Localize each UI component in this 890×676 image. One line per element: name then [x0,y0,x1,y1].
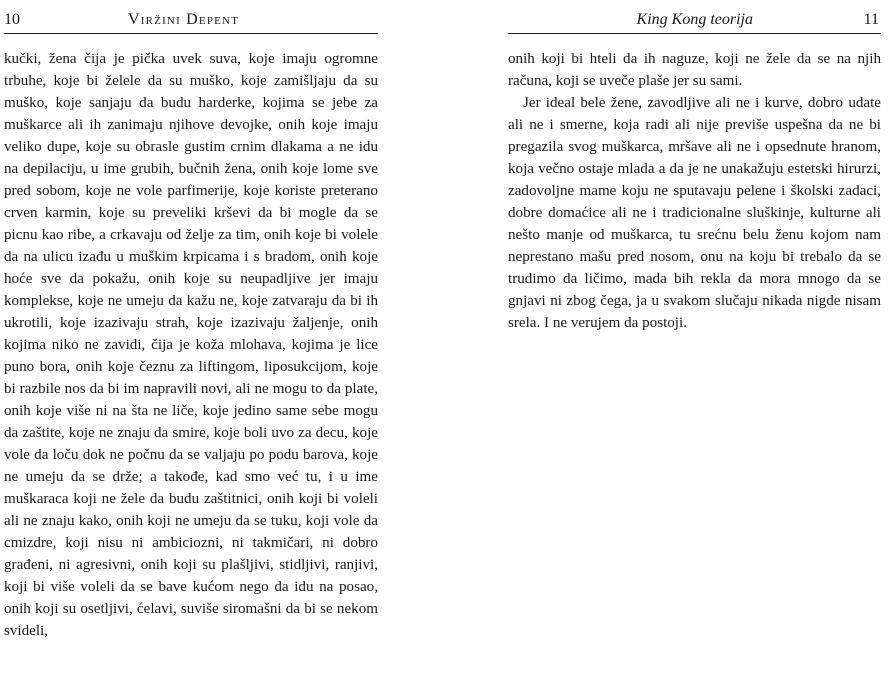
right-page-paragraph-1: onih koji bi hteli da ih naguze, koji ne žele da se na njih računa, koji se uveče plaše jer su sami. [508,51,881,89]
right-page-number: 11 [863,11,879,28]
right-page-paragraph-2: Jer ideal bele žene, zavodljive ali ne i kurve, dobro udate ali ne i smerne, koja radi ali nije previše uspešna da ne bi pregazila svog muškarca, mršave ali ne i opsednute hranom, koja večno ostaje mlada a da je ne unakažuju estetski hirurzi, zadovoljne mame koju ne sputavaju pelene i školski zadaci, dobre domaćice ali ne i tradicionalne sluškinje, kulturne ali nešto manje od muškarca, tu srećnu belu ženu kojom nam neprestano mašu pred nosom, onu na koju bi trebalo da se trudimo da ličimo, mada bih rekla da mora mnogo da se gnjavi ni zbog čega, ja u svakom slučaju nikada nigde nisam srela. I ne verujem da postoji. [508,95,881,331]
left-page-header [0,9,378,31]
left-header-rule [4,33,378,34]
left-page-body [4,48,378,642]
left-page-number: 10 [4,11,20,28]
left-page [0,0,378,676]
running-head-title: King Kong teorija [636,11,753,28]
right-page-header [508,9,883,31]
running-head-author: Viržini Depent [128,11,240,28]
right-page-body [508,48,881,334]
left-page-paragraph: kučki, žena čija je pička uvek suva, koje imaju ogromne trbuhe, koje bi želele da su muško, koje zamišljaju da su muško, koje sanjaju da budu harderke, kojima se jebe za muškarce ali ih zanimaju njihove devojke, onih koje imaju veliko dupe, koje su obrasle gustim crnim dlakama a ne idu na depilaciju, u ime grubih, bučnih žena, onih koje lome sve pred sobom, koje ne vole parfimerije, koje koriste preterano crven karmin, koje su preveliki krševi da bi mogle da se picnu kao ribe, a crkavaju od želje za tim, onih koje bi volele da na ulicu izađu u muškim krpicama i s bradom, onih koje hoće sve da pokažu, onih koje su neupadljive jer imaju komplekse, koje ne umeju da kažu ne, koje zatvaraju da bi ih ukrotili, koje izazivaju strah, koje izazivaju žaljenje, onih kojima niko ne zavidi, čija je koža mlohava, kojima je lice puno bora, onih koje čeznu za liftingom, liposukcijom, koje bi razbile nos da bi im napravili novi, ali ne mogu to da plate, onih koje više ni na šta ne liče, koje jedino same sebe mogu da zaštite, koje ne znaju da smire, koje boli uvo za decu, koje vole da loču dok ne počnu da se valjaju po podu barova, koje ne umeju da se drže; a takođe, kad smo već tu, i u ime muškaraca koji ne žele da budu zaštitnici, onih koji bi voleli ali ne znaju kako, onih koji ne umeju da se tuku, koji vole da cmizdre, koji nisu ni ambiciozni, ni takmičari, ni dobro građeni, ni agresivni, onih koji su plašljivi, stidljivi, ranjivi, koji bi više voleli da se bave kućom nego da idu na posao, onih koji su osetljivi, ćelavi, suviše siromašni da bi se nekom svideli, [4,51,378,639]
right-header-rule [508,33,881,34]
right-page [508,0,883,676]
